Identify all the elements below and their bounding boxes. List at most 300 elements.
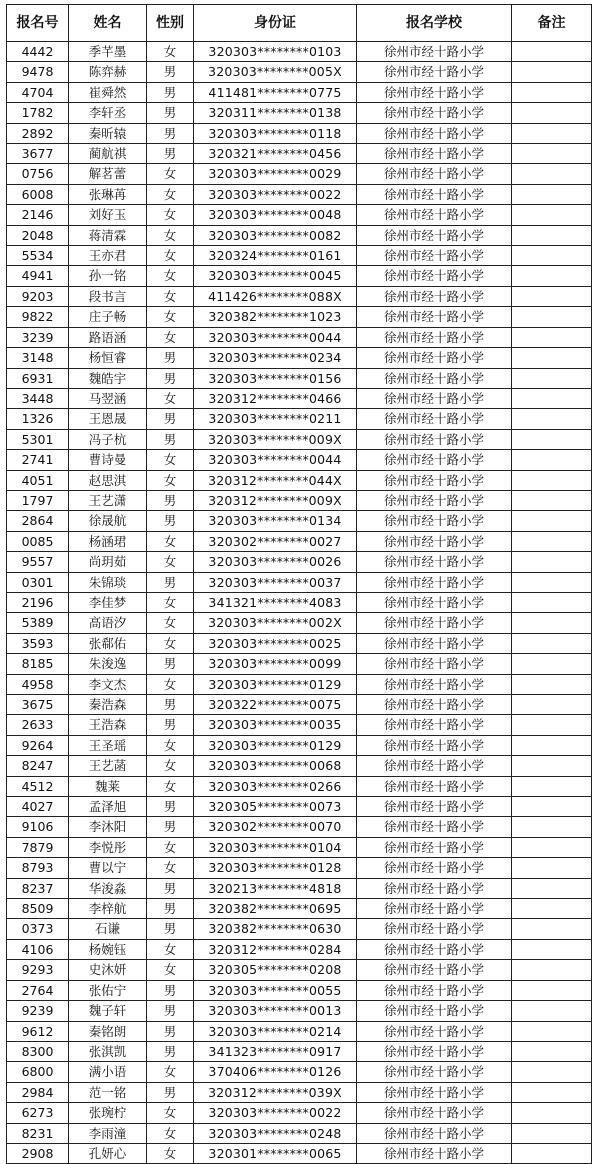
- cell-gender: 女: [147, 266, 194, 286]
- cell-name: 王亦君: [69, 246, 147, 266]
- cell-reg-no: 6800: [7, 1062, 69, 1082]
- cell-school: 徐州市经十路小学: [357, 572, 512, 592]
- cell-school: 徐州市经十路小学: [357, 1143, 512, 1163]
- cell-name: 孟泽旭: [69, 797, 147, 817]
- cell-remark: [512, 695, 592, 715]
- cell-gender: 女: [147, 613, 194, 633]
- cell-remark: [512, 572, 592, 592]
- cell-gender: 女: [147, 837, 194, 857]
- cell-school: 徐州市经十路小学: [357, 1103, 512, 1123]
- cell-name: 李沐阳: [69, 817, 147, 837]
- cell-reg-no: 2146: [7, 205, 69, 225]
- cell-name: 秦昕辕: [69, 123, 147, 143]
- table-row: [7, 919, 592, 939]
- cell-id-card: 320303********0045: [194, 266, 357, 286]
- cell-gender: 男: [147, 980, 194, 1000]
- cell-gender: 女: [147, 960, 194, 980]
- table-row: [7, 205, 592, 225]
- table-row: [7, 531, 592, 551]
- cell-reg-no: 9822: [7, 307, 69, 327]
- cell-name: 满小语: [69, 1062, 147, 1082]
- cell-gender: 男: [147, 490, 194, 510]
- cell-reg-no: 1326: [7, 409, 69, 429]
- cell-gender: 男: [147, 899, 194, 919]
- cell-remark: [512, 776, 592, 796]
- table-row: [7, 858, 592, 878]
- cell-gender: 女: [147, 286, 194, 306]
- cell-school: 徐州市经十路小学: [357, 735, 512, 755]
- cell-remark: [512, 82, 592, 102]
- table-row: [7, 82, 592, 102]
- cell-school: 徐州市经十路小学: [357, 592, 512, 612]
- cell-id-card: 320303********0211: [194, 409, 357, 429]
- cell-gender: 男: [147, 1082, 194, 1102]
- cell-id-card: 320303********0128: [194, 858, 357, 878]
- cell-school: 徐州市经十路小学: [357, 307, 512, 327]
- cell-name: 杨婉钰: [69, 939, 147, 959]
- cell-gender: 女: [147, 1143, 194, 1163]
- registration-table: [6, 4, 592, 1164]
- cell-remark: [512, 858, 592, 878]
- cell-remark: [512, 388, 592, 408]
- table-row: [7, 62, 592, 82]
- table-row: [7, 735, 592, 755]
- table-row: [7, 1123, 592, 1143]
- cell-id-card: 320324********0161: [194, 246, 357, 266]
- cell-reg-no: 4106: [7, 939, 69, 959]
- table-row: [7, 572, 592, 592]
- cell-school: 徐州市经十路小学: [357, 1123, 512, 1143]
- cell-remark: [512, 368, 592, 388]
- cell-remark: [512, 919, 592, 939]
- cell-reg-no: 6931: [7, 368, 69, 388]
- cell-school: 徐州市经十路小学: [357, 164, 512, 184]
- table-body: [7, 42, 592, 1164]
- cell-reg-no: 3148: [7, 348, 69, 368]
- cell-id-card: 411481********0775: [194, 82, 357, 102]
- table-row: [7, 1062, 592, 1082]
- cell-name: 崔舜然: [69, 82, 147, 102]
- cell-remark: [512, 531, 592, 551]
- table-row: [7, 348, 592, 368]
- cell-gender: 男: [147, 103, 194, 123]
- cell-id-card: 320303********0037: [194, 572, 357, 592]
- cell-school: 徐州市经十路小学: [357, 980, 512, 1000]
- cell-id-card: 320312********0466: [194, 388, 357, 408]
- cell-gender: 男: [147, 409, 194, 429]
- cell-name: 史沐妍: [69, 960, 147, 980]
- table-row: [7, 1041, 592, 1061]
- cell-id-card: 320303********0044: [194, 450, 357, 470]
- cell-gender: 男: [147, 1041, 194, 1061]
- cell-name: 张琳苒: [69, 184, 147, 204]
- cell-reg-no: 5301: [7, 429, 69, 449]
- header-row: [7, 5, 592, 42]
- table-row: [7, 776, 592, 796]
- cell-school: 徐州市经十路小学: [357, 1062, 512, 1082]
- cell-gender: 男: [147, 695, 194, 715]
- cell-name: 杨恒睿: [69, 348, 147, 368]
- cell-reg-no: 3677: [7, 144, 69, 164]
- cell-reg-no: 2196: [7, 592, 69, 612]
- table-row: [7, 1143, 592, 1163]
- table-row: [7, 429, 592, 449]
- cell-name: 庄子畅: [69, 307, 147, 327]
- cell-reg-no: 2741: [7, 450, 69, 470]
- cell-reg-no: 2984: [7, 1082, 69, 1102]
- cell-name: 高语汐: [69, 613, 147, 633]
- header-name: 姓名: [69, 5, 147, 42]
- table-row: [7, 164, 592, 184]
- cell-id-card: 320303********0025: [194, 633, 357, 653]
- cell-school: 徐州市经十路小学: [357, 1041, 512, 1061]
- cell-remark: [512, 246, 592, 266]
- cell-gender: 男: [147, 368, 194, 388]
- cell-remark: [512, 592, 592, 612]
- cell-reg-no: 9264: [7, 735, 69, 755]
- cell-name: 李悦彤: [69, 837, 147, 857]
- cell-gender: 女: [147, 307, 194, 327]
- cell-id-card: 320303********0214: [194, 1021, 357, 1041]
- cell-reg-no: 8300: [7, 1041, 69, 1061]
- cell-reg-no: 8793: [7, 858, 69, 878]
- cell-gender: 女: [147, 592, 194, 612]
- table-row: [7, 1001, 592, 1021]
- cell-id-card: 320303********002X: [194, 613, 357, 633]
- cell-name: 王圣瑶: [69, 735, 147, 755]
- cell-name: 段书言: [69, 286, 147, 306]
- cell-school: 徐州市经十路小学: [357, 654, 512, 674]
- cell-remark: [512, 878, 592, 898]
- cell-name: 张佑宁: [69, 980, 147, 1000]
- cell-gender: 女: [147, 184, 194, 204]
- cell-id-card: 320303********0248: [194, 1123, 357, 1143]
- table-row: [7, 1103, 592, 1123]
- table-row: [7, 837, 592, 857]
- cell-gender: 女: [147, 246, 194, 266]
- cell-id-card: 320213********4818: [194, 878, 357, 898]
- cell-reg-no: 1797: [7, 490, 69, 510]
- table-row: [7, 552, 592, 572]
- table-row: [7, 327, 592, 347]
- cell-id-card: 320312********0284: [194, 939, 357, 959]
- cell-reg-no: 4051: [7, 470, 69, 490]
- cell-reg-no: 2048: [7, 225, 69, 245]
- cell-reg-no: 9203: [7, 286, 69, 306]
- cell-remark: [512, 899, 592, 919]
- header-gender: 性别: [147, 5, 194, 42]
- cell-remark: [512, 144, 592, 164]
- cell-gender: 女: [147, 776, 194, 796]
- table-row: [7, 225, 592, 245]
- cell-remark: [512, 205, 592, 225]
- table-row: [7, 695, 592, 715]
- cell-name: 王艺潇: [69, 490, 147, 510]
- cell-remark: [512, 1062, 592, 1082]
- cell-reg-no: 0301: [7, 572, 69, 592]
- table-header: [7, 5, 592, 42]
- cell-id-card: 320303********0068: [194, 756, 357, 776]
- cell-gender: 男: [147, 123, 194, 143]
- cell-reg-no: 3448: [7, 388, 69, 408]
- table-row: [7, 980, 592, 1000]
- cell-gender: 男: [147, 572, 194, 592]
- cell-gender: 女: [147, 450, 194, 470]
- cell-reg-no: 5534: [7, 246, 69, 266]
- cell-remark: [512, 348, 592, 368]
- cell-gender: 女: [147, 756, 194, 776]
- cell-remark: [512, 654, 592, 674]
- cell-gender: 男: [147, 62, 194, 82]
- cell-id-card: 320382********0695: [194, 899, 357, 919]
- cell-id-card: 320303********0156: [194, 368, 357, 388]
- table-row: [7, 715, 592, 735]
- cell-id-card: 320303********0129: [194, 674, 357, 694]
- cell-gender: 男: [147, 919, 194, 939]
- cell-school: 徐州市经十路小学: [357, 633, 512, 653]
- cell-remark: [512, 490, 592, 510]
- cell-reg-no: 4704: [7, 82, 69, 102]
- table-row: [7, 899, 592, 919]
- cell-name: 魏莱: [69, 776, 147, 796]
- table-row: [7, 103, 592, 123]
- table-row: [7, 674, 592, 694]
- cell-gender: 男: [147, 878, 194, 898]
- cell-remark: [512, 674, 592, 694]
- cell-name: 徐晟航: [69, 511, 147, 531]
- cell-reg-no: 8247: [7, 756, 69, 776]
- cell-name: 路语涵: [69, 327, 147, 347]
- cell-gender: 女: [147, 42, 194, 62]
- table-row: [7, 123, 592, 143]
- cell-remark: [512, 756, 592, 776]
- cell-remark: [512, 1103, 592, 1123]
- cell-id-card: 320303********0118: [194, 123, 357, 143]
- cell-reg-no: 2864: [7, 511, 69, 531]
- cell-remark: [512, 939, 592, 959]
- cell-id-card: 320303********0129: [194, 735, 357, 755]
- cell-remark: [512, 1001, 592, 1021]
- cell-reg-no: 4442: [7, 42, 69, 62]
- cell-reg-no: 9612: [7, 1021, 69, 1041]
- cell-name: 秦铭朗: [69, 1021, 147, 1041]
- cell-school: 徐州市经十路小学: [357, 184, 512, 204]
- cell-reg-no: 8237: [7, 878, 69, 898]
- table-row: [7, 1082, 592, 1102]
- cell-reg-no: 6008: [7, 184, 69, 204]
- cell-gender: 女: [147, 470, 194, 490]
- cell-gender: 女: [147, 225, 194, 245]
- table-row: [7, 633, 592, 653]
- cell-school: 徐州市经十路小学: [357, 511, 512, 531]
- cell-remark: [512, 552, 592, 572]
- cell-id-card: 320312********009X: [194, 490, 357, 510]
- cell-gender: 女: [147, 633, 194, 653]
- cell-school: 徐州市经十路小学: [357, 409, 512, 429]
- cell-id-card: 320303********0026: [194, 552, 357, 572]
- cell-gender: 男: [147, 429, 194, 449]
- cell-school: 徐州市经十路小学: [357, 266, 512, 286]
- cell-id-card: 341321********4083: [194, 592, 357, 612]
- cell-gender: 男: [147, 348, 194, 368]
- cell-reg-no: 7879: [7, 837, 69, 857]
- cell-id-card: 320303********0266: [194, 776, 357, 796]
- cell-id-card: 320303********0055: [194, 980, 357, 1000]
- cell-name: 王恩晟: [69, 409, 147, 429]
- cell-school: 徐州市经十路小学: [357, 490, 512, 510]
- cell-remark: [512, 960, 592, 980]
- cell-id-card: 320303********009X: [194, 429, 357, 449]
- cell-reg-no: 0373: [7, 919, 69, 939]
- cell-school: 徐州市经十路小学: [357, 552, 512, 572]
- cell-school: 徐州市经十路小学: [357, 776, 512, 796]
- cell-id-card: 320305********0073: [194, 797, 357, 817]
- cell-reg-no: 8231: [7, 1123, 69, 1143]
- cell-name: 李雨潼: [69, 1123, 147, 1143]
- cell-gender: 女: [147, 735, 194, 755]
- cell-name: 张琬柠: [69, 1103, 147, 1123]
- cell-reg-no: 9239: [7, 1001, 69, 1021]
- cell-remark: [512, 62, 592, 82]
- cell-gender: 女: [147, 1062, 194, 1082]
- cell-reg-no: 9106: [7, 817, 69, 837]
- header-school: 报名学校: [357, 5, 512, 42]
- cell-name: 范一铭: [69, 1082, 147, 1102]
- cell-school: 徐州市经十路小学: [357, 144, 512, 164]
- cell-school: 徐州市经十路小学: [357, 899, 512, 919]
- cell-school: 徐州市经十路小学: [357, 797, 512, 817]
- cell-id-card: 411426********088X: [194, 286, 357, 306]
- cell-remark: [512, 123, 592, 143]
- cell-id-card: 341323********0917: [194, 1041, 357, 1061]
- cell-school: 徐州市经十路小学: [357, 837, 512, 857]
- cell-remark: [512, 327, 592, 347]
- cell-reg-no: 0085: [7, 531, 69, 551]
- cell-school: 徐州市经十路小学: [357, 858, 512, 878]
- table-row: [7, 592, 592, 612]
- table-row: [7, 654, 592, 674]
- cell-name: 解茗蕾: [69, 164, 147, 184]
- cell-gender: 女: [147, 388, 194, 408]
- cell-school: 徐州市经十路小学: [357, 327, 512, 347]
- cell-id-card: 320303********005X: [194, 62, 357, 82]
- cell-gender: 男: [147, 1001, 194, 1021]
- cell-remark: [512, 1021, 592, 1041]
- cell-remark: [512, 470, 592, 490]
- cell-reg-no: 8185: [7, 654, 69, 674]
- cell-id-card: 320302********0070: [194, 817, 357, 837]
- table-row: [7, 184, 592, 204]
- cell-school: 徐州市经十路小学: [357, 42, 512, 62]
- cell-gender: 女: [147, 1103, 194, 1123]
- table-row: [7, 246, 592, 266]
- cell-id-card: 370406********0126: [194, 1062, 357, 1082]
- cell-name: 张淇凯: [69, 1041, 147, 1061]
- cell-gender: 男: [147, 82, 194, 102]
- table-row: [7, 756, 592, 776]
- cell-id-card: 320303********0029: [194, 164, 357, 184]
- cell-remark: [512, 286, 592, 306]
- cell-school: 徐州市经十路小学: [357, 960, 512, 980]
- cell-remark: [512, 715, 592, 735]
- cell-remark: [512, 184, 592, 204]
- cell-name: 魏子轩: [69, 1001, 147, 1021]
- cell-remark: [512, 817, 592, 837]
- cell-remark: [512, 450, 592, 470]
- cell-reg-no: 3593: [7, 633, 69, 653]
- cell-name: 孔妍心: [69, 1143, 147, 1163]
- cell-school: 徐州市经十路小学: [357, 1001, 512, 1021]
- cell-school: 徐州市经十路小学: [357, 878, 512, 898]
- cell-name: 杨涵珺: [69, 531, 147, 551]
- cell-id-card: 320303********0035: [194, 715, 357, 735]
- cell-school: 徐州市经十路小学: [357, 348, 512, 368]
- table-row: [7, 144, 592, 164]
- cell-school: 徐州市经十路小学: [357, 939, 512, 959]
- cell-reg-no: 9557: [7, 552, 69, 572]
- cell-id-card: 320302********0027: [194, 531, 357, 551]
- cell-school: 徐州市经十路小学: [357, 715, 512, 735]
- cell-reg-no: 1782: [7, 103, 69, 123]
- cell-reg-no: 0756: [7, 164, 69, 184]
- cell-school: 徐州市经十路小学: [357, 429, 512, 449]
- cell-remark: [512, 429, 592, 449]
- cell-id-card: 320303********0013: [194, 1001, 357, 1021]
- cell-name: 李文杰: [69, 674, 147, 694]
- cell-school: 徐州市经十路小学: [357, 674, 512, 694]
- cell-name: 蔺航祺: [69, 144, 147, 164]
- cell-name: 王艺菡: [69, 756, 147, 776]
- cell-name: 朱浚逸: [69, 654, 147, 674]
- cell-school: 徐州市经十路小学: [357, 756, 512, 776]
- cell-remark: [512, 980, 592, 1000]
- cell-reg-no: 9478: [7, 62, 69, 82]
- cell-name: 魏皓宇: [69, 368, 147, 388]
- table-row: [7, 939, 592, 959]
- cell-id-card: 320303********0022: [194, 184, 357, 204]
- cell-school: 徐州市经十路小学: [357, 1082, 512, 1102]
- table-row: [7, 817, 592, 837]
- cell-gender: 女: [147, 552, 194, 572]
- table-row: [7, 368, 592, 388]
- table-row: [7, 307, 592, 327]
- cell-reg-no: 4941: [7, 266, 69, 286]
- cell-gender: 女: [147, 939, 194, 959]
- cell-name: 李佳梦: [69, 592, 147, 612]
- cell-school: 徐州市经十路小学: [357, 470, 512, 490]
- cell-reg-no: 3239: [7, 327, 69, 347]
- table-row: [7, 409, 592, 429]
- table-row: [7, 42, 592, 62]
- cell-school: 徐州市经十路小学: [357, 286, 512, 306]
- cell-school: 徐州市经十路小学: [357, 531, 512, 551]
- cell-id-card: 320321********0456: [194, 144, 357, 164]
- cell-id-card: 320303********0082: [194, 225, 357, 245]
- cell-remark: [512, 266, 592, 286]
- cell-name: 马翌涵: [69, 388, 147, 408]
- cell-name: 华浚淼: [69, 878, 147, 898]
- cell-id-card: 320382********0630: [194, 919, 357, 939]
- cell-gender: 男: [147, 511, 194, 531]
- cell-gender: 女: [147, 327, 194, 347]
- cell-name: 张郗佑: [69, 633, 147, 653]
- cell-remark: [512, 1123, 592, 1143]
- cell-gender: 男: [147, 1021, 194, 1041]
- cell-remark: [512, 307, 592, 327]
- cell-gender: 女: [147, 1123, 194, 1143]
- cell-name: 赵思淇: [69, 470, 147, 490]
- cell-school: 徐州市经十路小学: [357, 613, 512, 633]
